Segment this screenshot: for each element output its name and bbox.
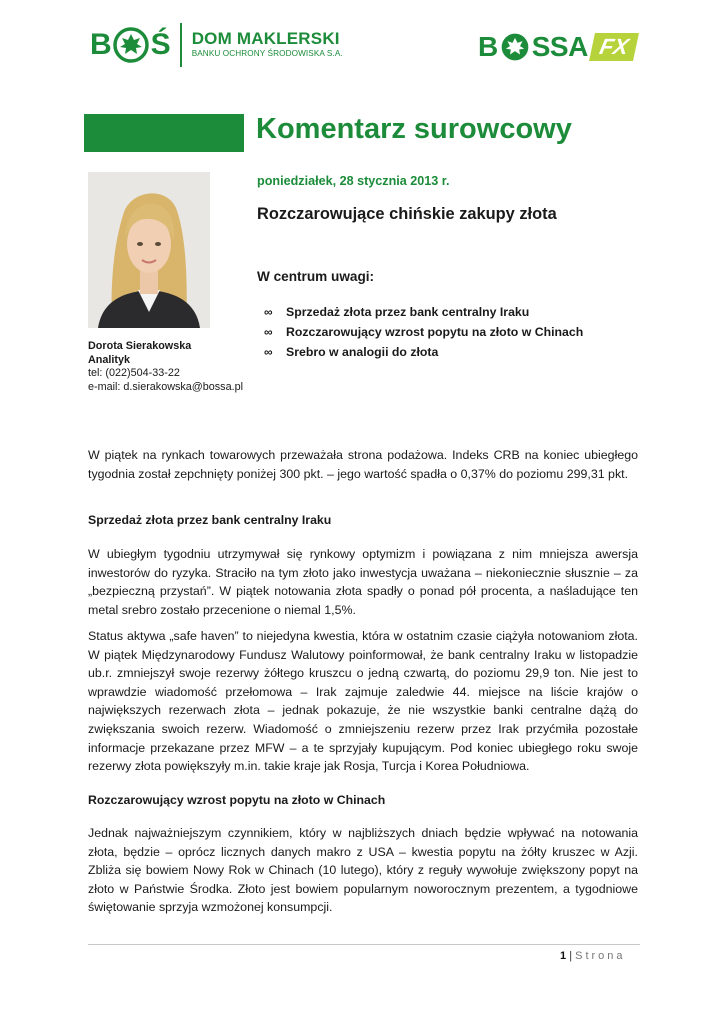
document-date: poniedziałek, 28 stycznia 2013 r.: [257, 174, 450, 188]
paragraph-china-1: Jednak najważniejszym czynnikiem, który w najbliższych dniach będzie wpływać na notowania złota, będzie – oprócz licznych danych makro z USA – kwestia popytu na żółty kruszec w Azji. Zbliża się bowiem Nowy Rok w Chinach (10 lutego), który z reguły wywołuje zwiększony popyt na złoto w Państwie Środka. Złoto jest bowiem popularnym noworocznym prezentem, a tygodniowe świętowanie sprzyja wzmożonej konsumpcji.: [88, 826, 638, 915]
focus-list: [264, 302, 583, 362]
paragraph-iraq-2: Status aktywa „safe haven” to niejedyna kwestia, która w ostatnim czasie ciążyła notowaniom złota. W piątek Międzynarodowy Fundusz Walutowy poinformował, że bank centralny Iraku w listopadzie ub.r. zmniejszył swoje rezerwy żółtego kruszcu o jedną czwartą, do poziomu 29,9 ton. Nie jest to wprawdzie wiadomość przełomowa – Irak zajmuje zaledwie 44. miejsce na liście krajów o największych rezerwach złota – jednak pokazuje, że nie wszystkie banki centralne dążą do zwiększania swoich rezerw. Wiadomość o zmniejszeniu rezerw przez Irak przyćmiła pozostałe informacje przekazane przez MFW – a te sprzyjały kupującym. Pod koniec ubiegłego roku swoje rezerwy złota powiększyły m.in. takie kraje jak Rosja, Turcja i Korea Południowa.: [88, 629, 638, 774]
intro-paragraph: W piątek na rynkach towarowych przeważała strona podażowa. Indeks CRB na koniec ubiegłego tygodnia został zepchnięty poniżej 300 pkt. – jego wartość spadła o 0,37% do poziomu 299,31 pkt.: [88, 448, 638, 481]
bossa-logo-letters-ssa: SSA: [531, 31, 588, 62]
bos-logo-letter-s: Ś: [150, 28, 170, 61]
focus-item-label: Rozczarowujący wzrost popytu na złoto w Chinach: [286, 325, 584, 339]
leaf-o-icon: [500, 32, 530, 62]
bos-logo-title: DOM MAKLERSKI: [191, 29, 340, 48]
paragraph-iraq-1: W ubiegłym tygodniu utrzymywał się rynkowy optymizm i powiązana z nim mniejsza awersja inwestorów do ryzyka. Straciło na tym złoto jako inwestycja uważana – niekoniecznie słusznie – za „bezpieczną przystań”. W piątek notowania złota spadły o ponad pół procenta, a naśladujące ten metal srebro zostało przecenione o niemal 1,5%.: [88, 547, 638, 617]
document-title: Komentarz surowcowy: [256, 113, 572, 145]
bos-logo-text: [192, 30, 343, 60]
bos-logo-mark: [90, 27, 170, 63]
infinity-bullet-icon: ∞: [264, 305, 273, 319]
author-role: Analityk: [88, 353, 131, 366]
list-item: [264, 322, 583, 342]
footer-separator: |: [569, 950, 573, 962]
title-accent-bar: [84, 114, 244, 152]
infinity-bullet-icon: ∞: [264, 325, 273, 339]
page-number: 1: [560, 950, 567, 962]
bos-logo-subtitle: BANKU OCHRONY ŚRODOWISKA S.A.: [191, 49, 343, 58]
author-portrait-icon: [88, 172, 210, 328]
bossa-logo-fx: FX: [589, 33, 639, 61]
bos-logo: [90, 22, 343, 68]
focus-item-label: Srebro w analogii do złota: [286, 345, 439, 359]
footer-divider: [88, 944, 640, 945]
focus-item-label: Sprzedaż złota przez bank centralny Iraku: [286, 305, 530, 319]
author-phone: tel: (022)504-33-22: [88, 367, 180, 379]
list-item: [264, 302, 583, 322]
document-subtitle: Rozczarowujące chińskie zakupy złota: [257, 205, 557, 223]
bossa-logo-mark: [478, 31, 588, 63]
author-email[interactable]: e-mail: d.sierakowska@bossa.pl: [88, 380, 243, 393]
leaf-o-icon: [113, 27, 149, 63]
bos-logo-divider: [180, 23, 182, 67]
author-name: Dorota Sierakowska: [88, 340, 192, 352]
bossa-fx-logo: [478, 28, 636, 66]
author-photo: [88, 172, 210, 328]
page-label: Strona: [575, 950, 626, 962]
section-heading-china: Rozczarowujący wzrost popytu na złoto w Chinach: [88, 793, 386, 807]
bos-logo-letter-b: B: [90, 28, 111, 61]
list-item: [264, 342, 583, 362]
author-contact: [88, 340, 243, 394]
bossa-logo-letter-b: B: [478, 31, 498, 62]
page-footer: [560, 950, 626, 962]
section-heading-iraq: Sprzedaż złota przez bank centralny Iraku: [88, 513, 332, 527]
focus-heading: W centrum uwagi:: [257, 269, 375, 284]
infinity-bullet-icon: ∞: [264, 345, 273, 359]
